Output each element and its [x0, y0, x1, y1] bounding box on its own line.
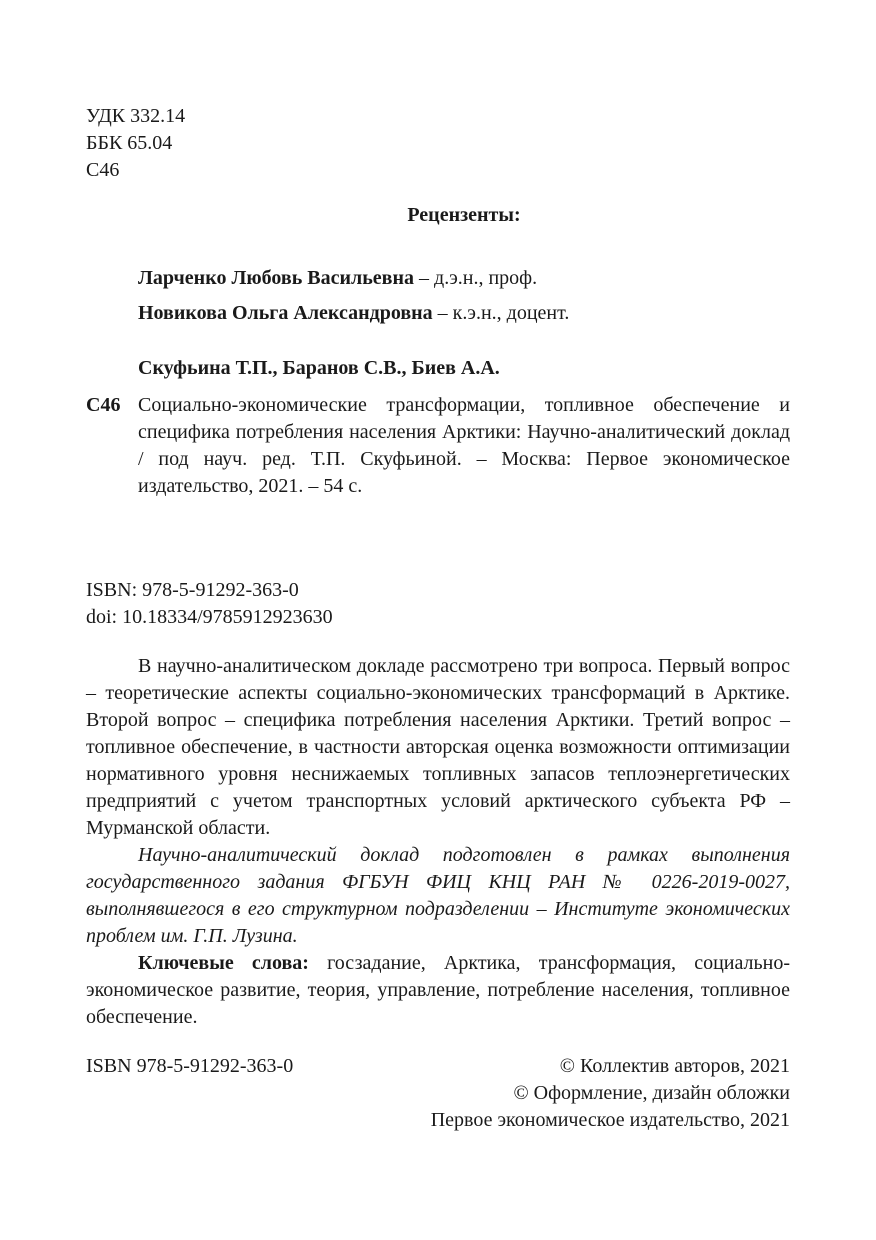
author-mark: С46: [86, 159, 120, 181]
isbn-line: ISBN: 978-5-91292-363-0: [86, 579, 299, 601]
abstract-paragraph: В научно-аналитическом докладе рассмотрено три вопроса. Первый вопрос – теоретические аспекты социально-экономических трансформаций в Арктике. Второй вопрос – специфика потребления населения Арктики. Третий вопрос – топливное обеспечение, в частности авторская оценка возможности оптимизации нормативного уровня неснижаемых топливных запасов теплоэнергетических предприятий с учетом транспортных условий арктического субъекта РФ – Мурманской области.: [86, 655, 790, 839]
copyright-page: [86, 103, 790, 1134]
bibliographic-entry: [86, 392, 790, 500]
abstract: [86, 653, 790, 1031]
reviewer-row: [138, 300, 790, 327]
reviewer-row: [138, 265, 790, 292]
identifiers: [86, 577, 790, 631]
keywords-label: Ключевые слова:: [138, 952, 309, 974]
keywords-paragraph: [86, 950, 790, 1031]
keywords-text: госзадание, Арктика, трансформация, социально-экономическое развитие, теория, управление, потребление населения, топливное обеспечение.: [86, 952, 791, 1028]
authors-line: Скуфьина Т.П., Баранов С.В., Биев А.А.: [138, 357, 500, 379]
doi-line: doi: 10.18334/9785912923630: [86, 606, 333, 628]
reviewer-details: – д.э.н., проф.: [414, 267, 538, 289]
reviewer-name: Ларченко Любовь Васильевна: [138, 267, 415, 289]
footer: [86, 1053, 790, 1134]
reviewer-name: Новикова Ольга Александровна: [138, 302, 433, 324]
funding-note: Научно-аналитический доклад подготовлен в рамках выполнения государственного задания ФГБУН ФИЦ КНЦ РАН № 0226-2019-0027, выполнявшегося в его структурном подразделении – Институте экономических проблем им. Г.П. Лузина.: [86, 844, 790, 947]
copyright-authors: © Коллектив авторов, 2021: [559, 1055, 790, 1077]
footer-isbn: ISBN 978-5-91292-363-0: [86, 1055, 294, 1077]
reviewers-list: [86, 265, 790, 327]
copyright-design: © Оформление, дизайн обложки: [513, 1082, 790, 1104]
udk-code: УДК 332.14: [86, 105, 186, 127]
reviewers-heading: Рецензенты:: [407, 204, 521, 226]
copyright-publisher: Первое экономическое издательство, 2021: [430, 1109, 790, 1131]
entry-code: С46: [86, 394, 121, 416]
bbk-code: ББК 65.04: [86, 132, 173, 154]
entry-description: Социально-экономические трансформации, топливное обеспечение и специфика потребления населения Арктики: Научно-аналитический доклад / под науч. ред. Т.П. Скуфьиной. – Москва: Первое экономическое издательство, 2021. – 54 с.: [138, 394, 790, 497]
copyright-block: [410, 1053, 790, 1134]
reviewer-details: – к.э.н., доцент.: [432, 302, 570, 324]
classification-codes: [86, 103, 790, 184]
